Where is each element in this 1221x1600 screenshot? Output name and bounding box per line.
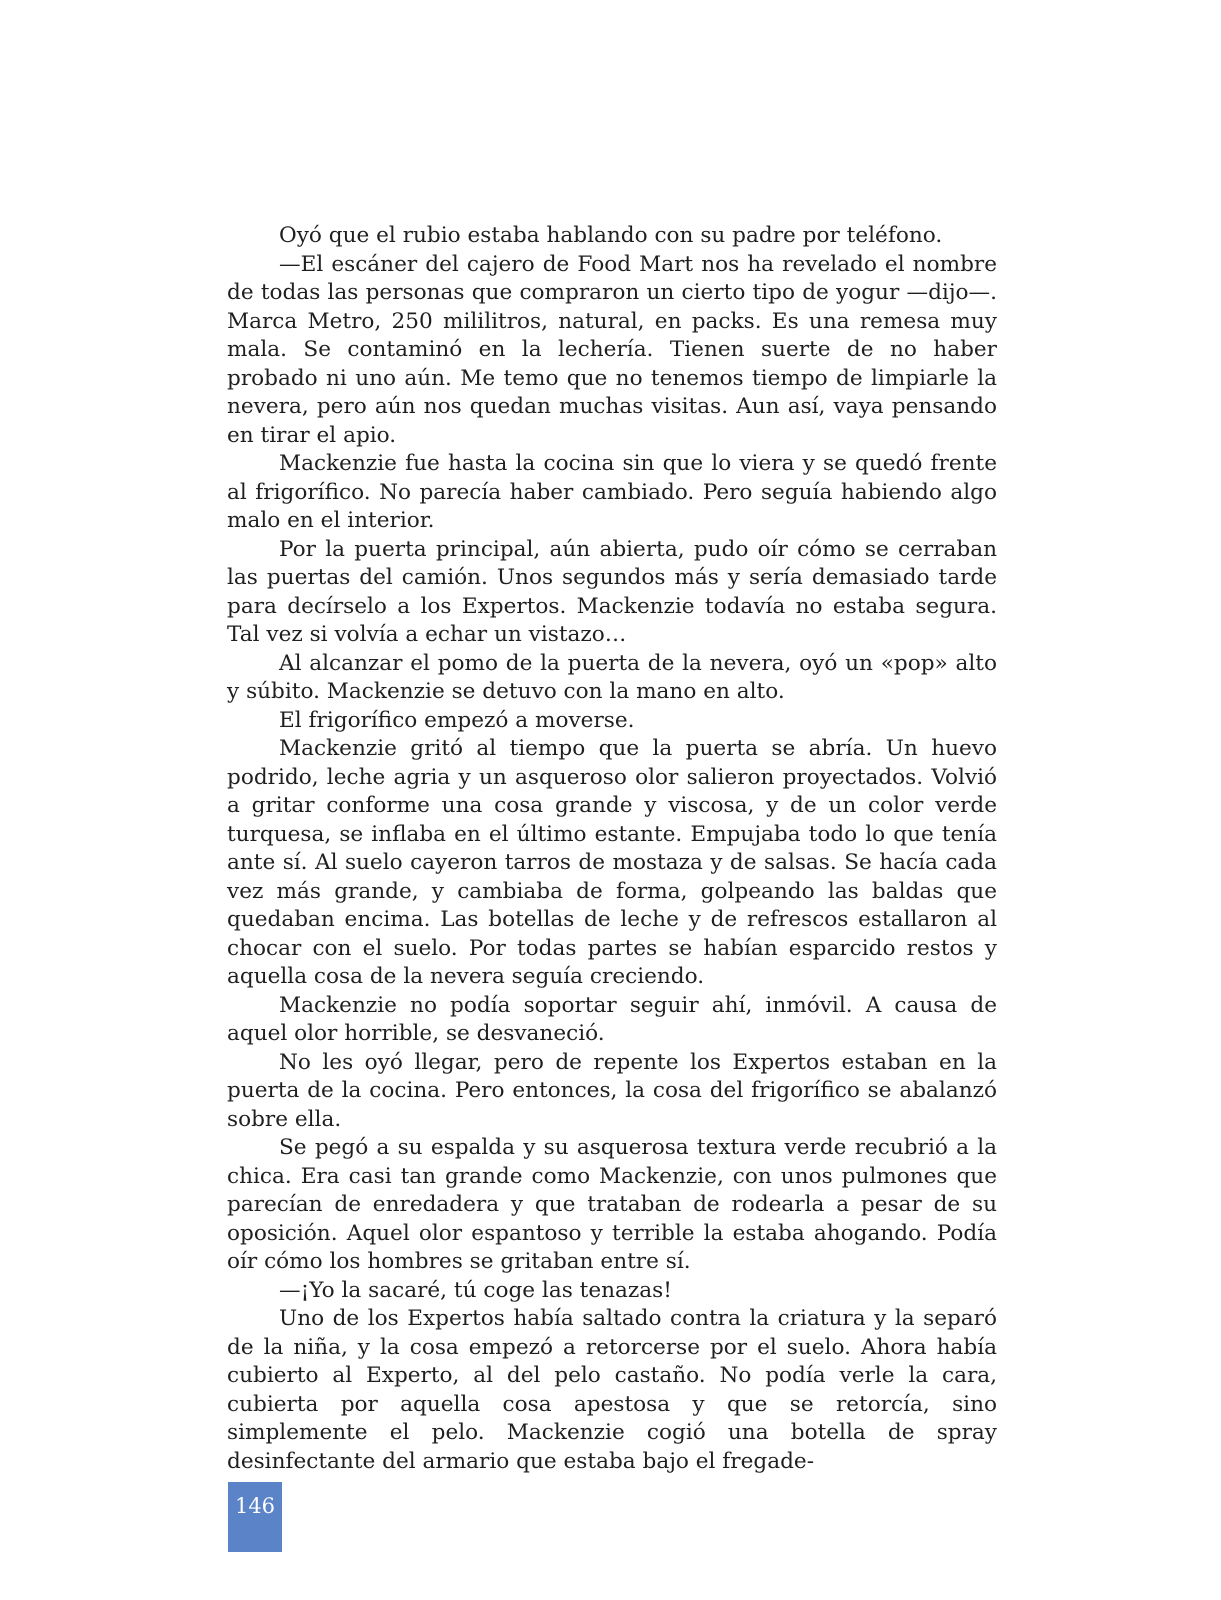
paragraph: Mackenzie no podía soportar seguir ahí, inmóvil. A causa de aquel olor horrible, se desvaneció. bbox=[227, 992, 997, 1046]
paragraph: Mackenzie fue hasta la cocina sin que lo viera y se quedó frente al frigorífico. No parecía haber cambiado. Pero seguía habiendo algo malo en el interior. bbox=[227, 451, 997, 533]
paragraph: Oyó que el rubio estaba hablando con su padre por teléfono. bbox=[279, 223, 943, 248]
paragraph: Se pegó a su espalda y su asquerosa textura verde recubrió a la chica. Era casi tan grande como Mackenzie, con unos pulmones que parecían de enredadera y que trataban de rodearla a pesar de su oposición. Aquel olor espantoso y terrible la estaba ahogando. Podía oír cómo los hombres se gritaban entre sí. bbox=[227, 1135, 997, 1274]
paragraph: Mackenzie gritó al tiempo que la puerta se abría. Un huevo podrido, leche agria y un asqueroso olor salieron proyectados. Volvió a gritar conforme una cosa grande y viscosa, y de un color verde turquesa, se inflaba en el último estante. Empujaba todo lo que tenía ante sí. Al suelo cayeron tarros de mostaza y de salsas. Se hacía cada vez más grande, y cambiaba de forma, golpeando las baldas que quedaban encima. Las botellas de leche y de refrescos estallaron al chocar con el suelo. Por todas partes se habían esparcido restos y aquella cosa de la nevera seguía creciendo. bbox=[227, 736, 997, 989]
paragraph: Por la puerta principal, aún abierta, pudo oír cómo se cerraban las puertas del camión. Unos segundos más y sería demasiado tarde para decírselo a los Expertos. Mackenzie todavía no estaba segura. Tal vez si volvía a echar un vistazo… bbox=[227, 536, 997, 647]
body-text bbox=[227, 222, 997, 1476]
page-number: 146 bbox=[234, 1494, 276, 1518]
paragraph: —¡Yo la sacaré, tú coge las tenazas! bbox=[279, 1277, 672, 1303]
paragraph: Uno de los Expertos había saltado contra la criatura y la separó de la niña, y la cosa empezó a retorcerse por el suelo. Ahora había cubierto al Experto, al del pelo castaño. No podía verle la cara, cubierta por aquella cosa apestosa y que se retorcía, sino simplemente el pelo. Mackenzie cogió una botella de spray desinfectante del armario que estaba bajo el fregade- bbox=[227, 1306, 997, 1474]
paragraph: —El escáner del cajero de Food Mart nos ha revelado el nombre de todas las personas que compraron un cierto tipo de yogur —dijo—. Marca Metro, 250 mililitros, natural, en packs. Es una remesa muy mala. Se contaminó en la lechería. Tienen suerte de no haber probado ni uno aún. Me temo que no tenemos tiempo de limpiarle la nevera, pero aún nos quedan muchas visitas. Aun así, vaya pensando en tirar el apio. bbox=[227, 251, 997, 448]
page-number-tab bbox=[228, 1482, 282, 1552]
paragraph: No les oyó llegar, pero de repente los Expertos estaban en la puerta de la cocina. Pero entonces, la cosa del frigorífico se abalanzó sobre ella. bbox=[227, 1049, 997, 1132]
paragraph: Al alcanzar el pomo de la puerta de la nevera, oyó un «pop» alto y súbito. Mackenzie se detuvo con la mano en alto. bbox=[227, 650, 997, 704]
paragraph: El frigorífico empezó a moverse. bbox=[279, 707, 635, 733]
